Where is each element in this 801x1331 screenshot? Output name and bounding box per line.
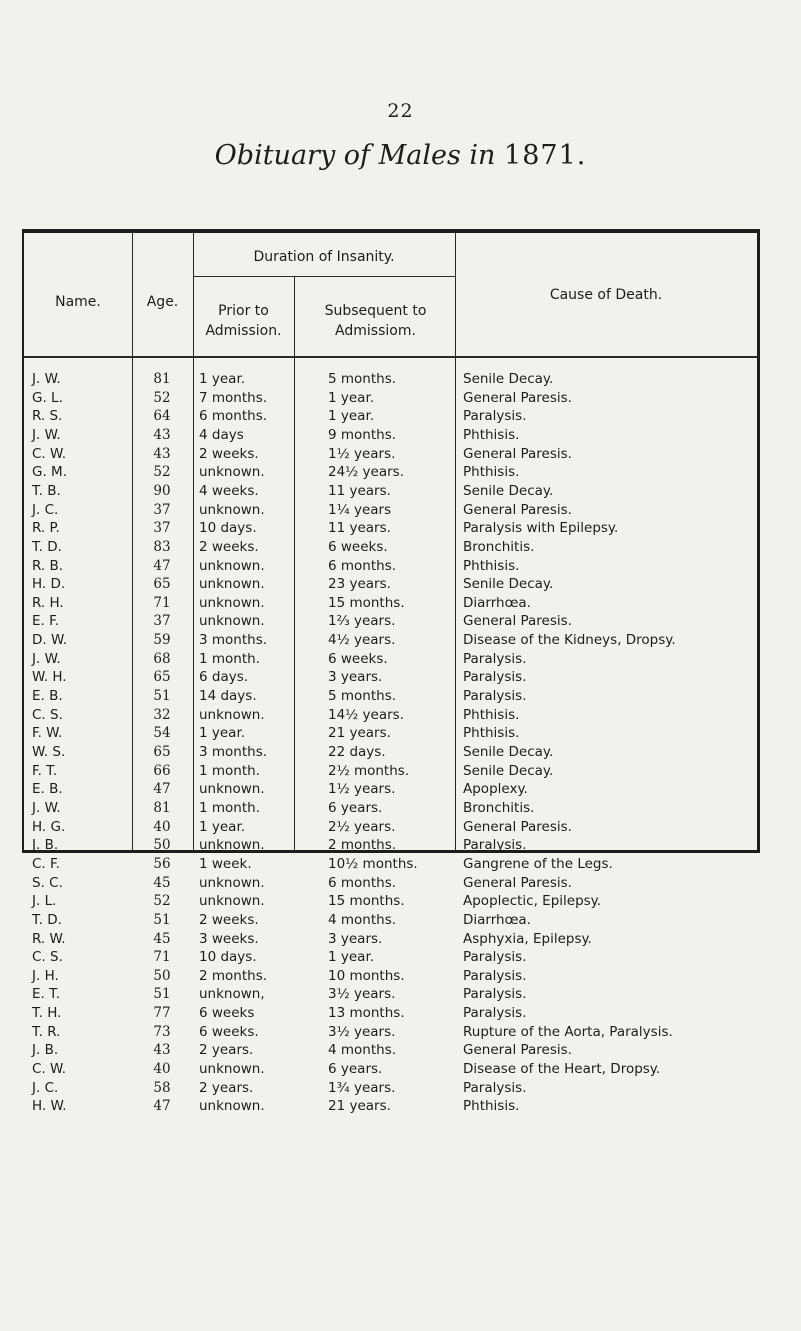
row-name: J. B.: [32, 837, 59, 854]
row-age: 65: [153, 576, 171, 593]
row-cause: Gangrene of the Legs.: [463, 855, 613, 872]
table-row: [24, 687, 762, 705]
row-prior: 2 months.: [199, 967, 268, 984]
table-row: [24, 631, 762, 649]
row-name: F. T.: [32, 762, 58, 779]
row-name: J. C.: [32, 501, 59, 518]
row-age: 43: [153, 445, 171, 462]
obituary-table: [22, 229, 760, 1115]
row-cause: Paralysis.: [463, 1005, 527, 1022]
table-row: [24, 389, 762, 407]
row-prior: 2 weeks.: [199, 538, 259, 555]
row-age: 47: [153, 557, 171, 574]
page-number: 22: [387, 100, 414, 122]
table-row: [24, 1041, 762, 1059]
row-name: T. D.: [32, 538, 62, 555]
row-cause: Phthisis.: [463, 725, 520, 742]
row-subsequent: 11 years.: [328, 520, 391, 537]
row-prior: 1 year.: [199, 725, 246, 742]
table-row: [24, 762, 762, 780]
row-age: 66: [153, 762, 171, 779]
row-name: J. W.: [32, 799, 61, 816]
row-name: J. B.: [32, 1042, 59, 1059]
row-subsequent: 14½ years.: [328, 706, 404, 723]
row-prior: 2 years.: [199, 1042, 254, 1059]
row-cause: Senile Decay.: [463, 762, 554, 779]
row-prior: unknown.: [199, 576, 265, 593]
row-prior: unknown.: [199, 837, 265, 854]
row-name: T. B.: [32, 482, 61, 499]
table-row: [24, 650, 762, 668]
row-name: E. F.: [32, 613, 59, 630]
row-age: 58: [153, 1079, 171, 1096]
row-age: 56: [153, 855, 171, 872]
row-name: S. C.: [32, 874, 63, 891]
table-row: [24, 501, 762, 519]
table-row: [24, 426, 762, 444]
table-row: [24, 799, 762, 817]
row-age: 51: [153, 911, 171, 928]
row-subsequent: 4 months.: [328, 911, 397, 928]
table-row: [24, 874, 762, 892]
row-prior: 2 weeks.: [199, 445, 259, 462]
row-name: R. P.: [32, 520, 60, 537]
table-row: [24, 892, 762, 910]
row-age: 81: [153, 799, 171, 816]
table-row: [24, 967, 762, 985]
row-subsequent: 1¼ years: [328, 501, 392, 518]
table-row: [24, 948, 762, 966]
row-prior: 10 days.: [199, 949, 257, 966]
row-age: 71: [153, 594, 171, 611]
row-subsequent: 3½ years.: [328, 1023, 396, 1040]
row-prior: 1 year.: [199, 371, 246, 387]
row-age: 81: [153, 371, 171, 387]
row-name: E. B.: [32, 781, 63, 798]
row-subsequent: 6 years.: [328, 1061, 383, 1078]
row-age: 73: [153, 1023, 171, 1040]
row-age: 40: [153, 1061, 171, 1078]
row-name: J. H.: [32, 967, 59, 984]
row-subsequent: 15 months.: [328, 594, 405, 611]
row-name: C. W.: [32, 1061, 67, 1078]
table-row: [24, 1097, 762, 1115]
row-age: 52: [153, 389, 171, 406]
row-name: C. W.: [32, 445, 67, 462]
row-cause: Phthisis.: [463, 557, 520, 574]
row-cause: Paralysis.: [463, 967, 527, 984]
row-cause: Diarrhœa.: [463, 911, 531, 928]
row-age: 37: [153, 501, 171, 518]
row-subsequent: 5 months.: [328, 688, 397, 705]
row-prior: unknown.: [199, 613, 265, 630]
table-row: [24, 818, 762, 836]
row-prior: unknown,: [199, 986, 265, 1003]
row-name: T. D.: [32, 911, 62, 928]
row-prior: unknown.: [199, 874, 265, 891]
table-row: [24, 724, 762, 742]
row-cause: Phthisis.: [463, 464, 520, 481]
row-subsequent: 6 weeks.: [328, 650, 388, 667]
row-cause: Paralysis.: [463, 669, 527, 686]
table-row: [24, 445, 762, 463]
table-row: [24, 911, 762, 929]
row-cause: General Paresis.: [463, 501, 572, 518]
row-prior: unknown.: [199, 557, 265, 574]
row-cause: Bronchitis.: [463, 538, 535, 555]
row-prior: unknown.: [199, 594, 265, 611]
table-row: [24, 557, 762, 575]
row-cause: Diarrhœa.: [463, 594, 531, 611]
row-cause: Disease of the Heart, Dropsy.: [463, 1061, 661, 1078]
row-age: 65: [153, 744, 171, 760]
row-cause: Senile Decay.: [463, 482, 554, 499]
row-name: J. C.: [32, 1079, 59, 1096]
row-subsequent: 10 months.: [328, 967, 405, 984]
row-cause: Phthisis.: [463, 1098, 520, 1115]
header-cause: Cause of Death.: [549, 287, 663, 303]
row-subsequent: 23 years.: [328, 576, 391, 593]
row-name: J. W.: [32, 371, 61, 387]
row-prior: 1 week.: [199, 855, 252, 872]
row-cause: General Paresis.: [463, 613, 572, 630]
row-cause: Paralysis.: [463, 837, 527, 854]
row-cause: Paralysis.: [463, 408, 527, 425]
row-subsequent: 3 years.: [328, 669, 383, 686]
row-prior: 1 month.: [199, 799, 260, 816]
row-prior: unknown.: [199, 706, 265, 723]
row-cause: Rupture of the Aorta, Paralysis.: [463, 1023, 673, 1040]
row-age: 90: [153, 482, 171, 499]
table-row: [24, 594, 762, 612]
table-row: [24, 855, 762, 873]
row-name: R. H.: [32, 594, 64, 611]
row-name: T. H.: [32, 1005, 62, 1022]
row-prior: 14 days.: [199, 688, 257, 705]
table-row: [24, 836, 762, 854]
row-prior: 2 years.: [199, 1079, 254, 1096]
row-prior: unknown.: [199, 501, 265, 518]
table-row: [24, 1060, 762, 1078]
table-row: [24, 706, 762, 724]
row-name: D. W.: [32, 632, 68, 649]
row-age: 47: [153, 1098, 171, 1115]
row-cause: Phthisis.: [463, 706, 520, 723]
row-subsequent: 22 days.: [328, 744, 386, 760]
row-prior: 6 weeks: [199, 1005, 255, 1022]
row-cause: General Paresis.: [463, 818, 572, 835]
row-age: 68: [153, 650, 171, 667]
row-cause: Paralysis.: [463, 986, 527, 1003]
table-row: [24, 1004, 762, 1022]
row-cause: General Paresis.: [463, 1042, 572, 1059]
header-duration: Duration of Insanity.: [253, 249, 395, 265]
row-subsequent: 4 months.: [328, 1042, 397, 1059]
table-row: [24, 985, 762, 1003]
row-subsequent: 1½ years.: [328, 445, 396, 462]
row-subsequent: 2 months.: [328, 837, 397, 854]
row-prior: unknown.: [199, 464, 265, 481]
row-prior: unknown.: [199, 1098, 265, 1115]
row-subsequent: 11 years.: [328, 482, 391, 499]
row-subsequent: 6 months.: [328, 874, 397, 891]
row-name: E. B.: [32, 688, 63, 705]
row-age: 59: [153, 632, 171, 649]
row-subsequent: 2½ years.: [328, 818, 396, 835]
row-cause: Paralysis.: [463, 650, 527, 667]
table-row: [24, 668, 762, 686]
row-prior: 1 month.: [199, 650, 260, 667]
row-name: J. W.: [32, 426, 61, 443]
row-prior: 10 days.: [199, 520, 257, 537]
row-name: R. B.: [32, 557, 64, 574]
table-row: [24, 930, 762, 948]
row-age: 52: [153, 893, 171, 910]
row-age: 50: [153, 837, 171, 854]
row-age: 40: [153, 818, 171, 835]
row-name: G. L.: [32, 389, 63, 406]
row-cause: Senile Decay.: [463, 576, 554, 593]
row-prior: 4 weeks.: [199, 482, 259, 499]
row-subsequent: 6 months.: [328, 557, 397, 574]
row-prior: 1 year.: [199, 818, 246, 835]
row-subsequent: 6 years.: [328, 799, 383, 816]
table-row: [24, 370, 762, 388]
row-age: 43: [153, 426, 171, 443]
header-bottom-rule: [24, 356, 757, 358]
table-row: [24, 407, 762, 425]
row-cause: Phthisis.: [463, 426, 520, 443]
row-name: H. G.: [32, 818, 66, 835]
row-name: W. H.: [32, 669, 67, 686]
row-cause: General Paresis.: [463, 874, 572, 891]
row-age: 71: [153, 949, 171, 966]
row-age: 32: [153, 706, 171, 723]
row-age: 51: [153, 986, 171, 1003]
table-row: [24, 743, 762, 761]
row-cause: Paralysis.: [463, 1079, 527, 1096]
row-name: G. M.: [32, 464, 67, 481]
row-cause: Apoplectic, Epilepsy.: [463, 893, 602, 910]
header-age: Age.: [146, 294, 179, 310]
row-prior: unknown.: [199, 1061, 265, 1078]
table-row: [24, 1023, 762, 1041]
row-cause: Paralysis.: [463, 688, 527, 705]
row-cause: Disease of the Kidneys, Dropsy.: [463, 632, 676, 649]
row-cause: General Paresis.: [463, 445, 572, 462]
row-subsequent: 21 years.: [328, 725, 391, 742]
row-name: C. S.: [32, 706, 63, 723]
row-prior: 1 month.: [199, 762, 260, 779]
table-row: [24, 463, 762, 481]
row-prior: 6 weeks.: [199, 1023, 259, 1040]
row-prior: unknown.: [199, 893, 265, 910]
row-prior: unknown.: [199, 781, 265, 798]
row-name: J. W.: [32, 650, 61, 667]
row-subsequent: 3½ years.: [328, 986, 396, 1003]
row-cause: Paralysis with Epilepsy.: [463, 520, 619, 537]
row-name: E. T.: [32, 986, 61, 1003]
table-row: [24, 538, 762, 556]
title-text: Obituary of Males in: [214, 140, 496, 171]
row-subsequent: 3 years.: [328, 930, 383, 947]
table-row: [24, 575, 762, 593]
row-name: W. S.: [32, 744, 66, 760]
row-prior: 6 months.: [199, 408, 268, 425]
row-prior: 4 days: [199, 426, 244, 443]
row-prior: 6 days.: [199, 669, 249, 686]
row-age: 50: [153, 967, 171, 984]
row-name: C. F.: [32, 855, 60, 872]
row-subsequent: 6 weeks.: [328, 538, 388, 555]
row-subsequent: 1 year.: [328, 949, 375, 966]
row-age: 52: [153, 464, 171, 481]
row-cause: Asphyxia, Epilepsy.: [463, 930, 592, 947]
table-row: [24, 612, 762, 630]
row-name: H. D.: [32, 576, 66, 593]
row-age: 37: [153, 520, 171, 537]
row-cause: Paralysis.: [463, 949, 527, 966]
row-name: T. R.: [32, 1023, 61, 1040]
row-cause: Apoplexy.: [463, 781, 528, 798]
row-age: 47: [153, 781, 171, 798]
row-subsequent: 1 year.: [328, 408, 375, 425]
row-prior: 3 weeks.: [199, 930, 259, 947]
row-cause: Bronchitis.: [463, 799, 535, 816]
row-name: C. S.: [32, 949, 63, 966]
row-subsequent: 1⅔ years.: [328, 613, 396, 630]
header-prior: Prior to Admission.: [205, 303, 282, 339]
row-prior: 7 months.: [199, 389, 268, 406]
row-age: 51: [153, 688, 171, 705]
row-name: F. W.: [32, 725, 63, 742]
table-row: [24, 482, 762, 500]
row-subsequent: 1¾ years.: [328, 1079, 396, 1096]
row-age: 77: [153, 1005, 171, 1022]
row-subsequent: 10½ months.: [328, 855, 418, 872]
row-subsequent: 24½ years.: [328, 464, 404, 481]
row-age: 43: [153, 1042, 171, 1059]
row-prior: 3 months.: [199, 632, 268, 649]
row-prior: 3 months.: [199, 744, 268, 760]
row-age: 65: [153, 669, 171, 686]
row-cause: Senile Decay.: [463, 371, 554, 387]
table-row: [24, 1079, 762, 1097]
row-subsequent: 4½ years.: [328, 632, 396, 649]
row-age: 64: [153, 408, 171, 425]
row-name: R. W.: [32, 930, 66, 947]
header-subsequent: Subsequent to Admissiom.: [324, 303, 427, 339]
row-subsequent: 13 months.: [328, 1005, 405, 1022]
header-name: Name.: [55, 294, 101, 310]
row-age: 37: [153, 613, 171, 630]
row-age: 83: [153, 538, 171, 555]
duration-underline: [193, 276, 455, 277]
row-prior: 2 weeks.: [199, 911, 259, 928]
row-age: 54: [153, 725, 171, 742]
title-year: 1871.: [504, 140, 587, 171]
table-row: [24, 780, 762, 798]
row-cause: General Paresis.: [463, 389, 572, 406]
page-title: [0, 140, 801, 171]
row-age: 45: [153, 874, 171, 891]
row-age: 45: [153, 930, 171, 947]
row-name: H. W.: [32, 1098, 67, 1115]
row-subsequent: 15 months.: [328, 893, 405, 910]
row-subsequent: 1½ years.: [328, 781, 396, 798]
row-subsequent: 9 months.: [328, 426, 397, 443]
row-name: R. S.: [32, 408, 63, 425]
row-name: J. L.: [32, 893, 57, 910]
row-subsequent: 1 year.: [328, 389, 375, 406]
row-cause: Senile Decay.: [463, 744, 554, 760]
table-row: [24, 519, 762, 537]
row-subsequent: 21 years.: [328, 1098, 391, 1115]
row-subsequent: 2½ months.: [328, 762, 410, 779]
row-subsequent: 5 months.: [328, 371, 397, 387]
